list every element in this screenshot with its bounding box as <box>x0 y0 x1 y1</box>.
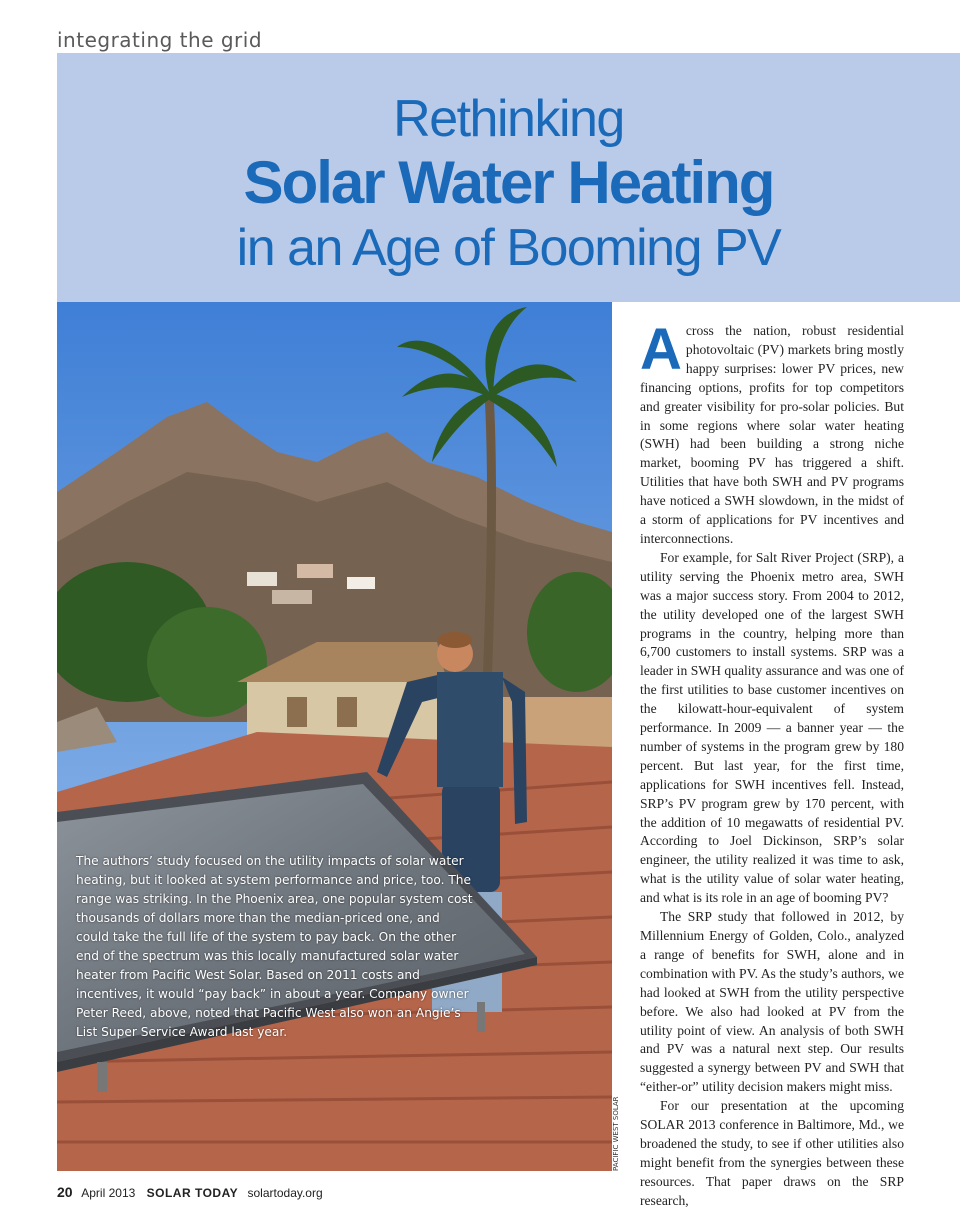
photo-credit: PACIFIC WEST SOLAR <box>612 1096 620 1171</box>
article-paragraph-1-text: cross the nation, robust residential photovoltaic (PV) markets bring mostly happy surprises: lower PV prices, new financing options, profits for top competitors and greater visibility for pro-solar policies. But in some regions where solar water heating (SWH) had been building a strong niche market, booming PV has triggered a shift. Utilities that have both SWH and PV programs have noticed a SWH slowdown, in the midst of a storm of applications for PV incentives and interconnections. <box>640 323 904 546</box>
article-paragraph-3: The SRP study that followed in 2012, by Millennium Energy of Golden, Colo., analyzed a range of benefits for SWH, alone and in combination with PV. As the study’s authors, we had looked at SWH from the utility perspective before. We also had looked at PV from the utility point of view. An analysis of both SWH and PV was a natural next step. Our results suggested a synergy between PV and SWH that “either-or” utility decision makers might miss. <box>640 909 904 1095</box>
title-line-3: in an Age of Booming PV <box>236 219 781 277</box>
article-body <box>640 317 904 1211</box>
title-line-1: Rethinking <box>393 90 624 148</box>
section-label: integrating the grid <box>57 28 263 52</box>
drop-cap: A <box>640 317 682 382</box>
article-paragraph-2: For example, for Salt River Project (SRP), a utility serving the Phoenix metro area, SWH was a major success story. From 2004 to 2012, the utility developed one of the largest SWH programs in the country, helping more than 6,700 customers to install systems. SRP was a leader in SWH quality assurance and was one of the first utilities to base customer incentives on the kilowatt-hour-equivalent of system performance. In 2009 — a banner year — the number of systems in the program grew by 180 percent. But last year, for the first time, applications for SWH incentives fell. Instead, SRP’s PV program grew by 170 percent, with the addition of 10 megawatts of residential PV. According to Joel Dickinson, SRP’s solar engineer, the utility realized it was time to ask, what is the utility value of solar water heating, and what is its role in an age of booming PV? <box>640 549 904 906</box>
title-line-2: Solar Water Heating <box>243 149 774 216</box>
magazine-website: solartoday.org <box>247 1186 323 1200</box>
article-paragraph-1 <box>640 317 904 549</box>
page-number: 20 <box>57 1184 73 1200</box>
article-paragraph-4: For our presentation at the upcoming SOLAR 2013 conference in Baltimore, Md., we broadened the study, to see if other utilities also might benefit from the synergies between these resources. That paper draws on the SRP research, <box>640 1098 904 1208</box>
issue-date: April 2013 <box>81 1186 136 1200</box>
page-footer <box>57 1184 323 1200</box>
feature-photo <box>57 302 612 1171</box>
title-banner <box>57 53 960 302</box>
photo-caption: The authors’ study focused on the utility impacts of solar water heating, but it looked at system performance and price, too. The range was striking. In the Phoenix area, one popular system cost thousands of dollars more than the median-priced one, and could take the full life of the system to pay back. On the other end of the spectrum was this locally manufactured solar water heater from Pacific West Solar. Based on 2011 costs and incentives, it would “pay back” in about a year. Company owner Peter Reed, above, noted that Pacific West also won an Angie’s List Super Service Award last year. <box>76 854 473 1039</box>
magazine-name: SOLAR TODAY <box>146 1186 239 1200</box>
